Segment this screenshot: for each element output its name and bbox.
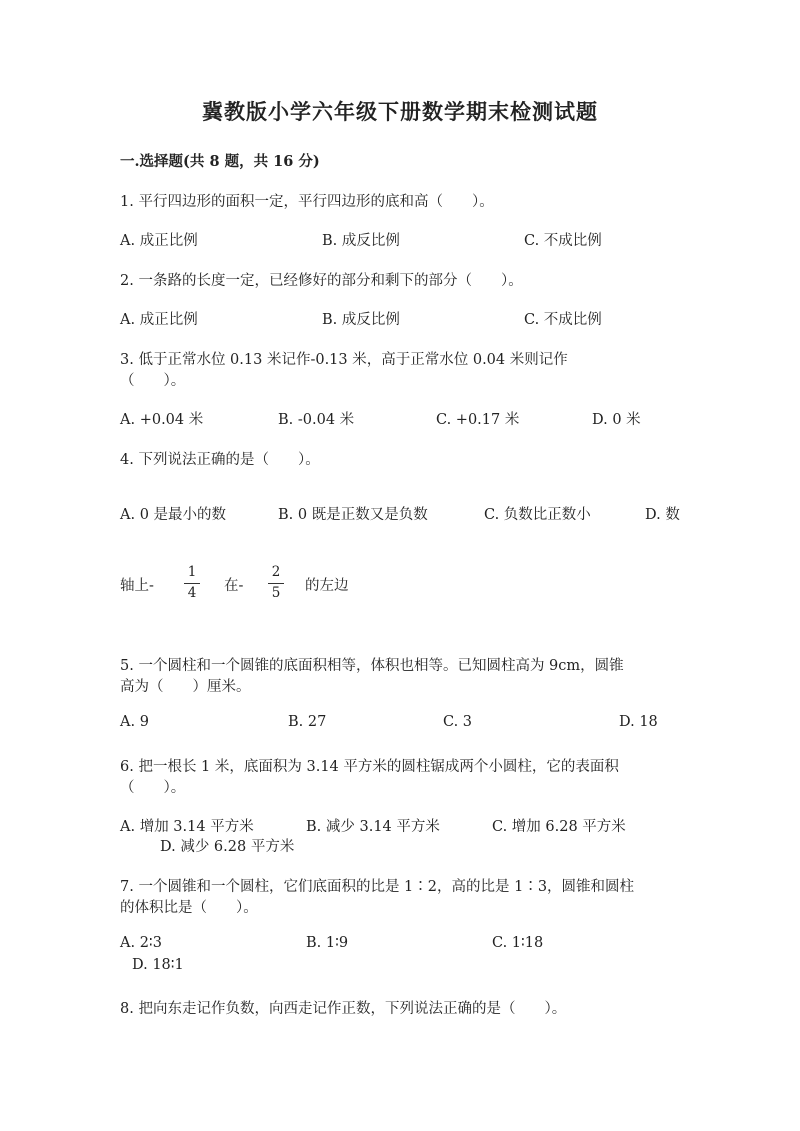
question-3-option-d: D. 0 米 (592, 412, 641, 428)
question-5-option-d: D. 18 (619, 714, 658, 730)
question-7-option-d: D. 18∶1 (132, 957, 184, 973)
question-3-stem-line-1: 3. 低于正常水位 0.13 米记作-0.13 米，高于正常水位 0.04 米则记作 (120, 352, 568, 368)
question-4-option-b: B. 0 既是正数又是负数 (278, 507, 428, 523)
question-2-option-a: A. 成正比例 (120, 312, 198, 328)
question-5-option-c: C. 3 (443, 714, 473, 730)
question-3-option-b: B. -0.04 米 (278, 412, 355, 428)
question-6-stem-line-1: 6. 把一根长 1 米，底面积为 3.14 平方米的圆柱锯成两个小圆柱，它的表面积 (120, 759, 619, 775)
question-1-option-a: A. 成正比例 (120, 233, 198, 249)
question-3-option-a: A. +0.04 米 (120, 412, 204, 428)
question-4-option-c: C. 负数比正数小 (484, 507, 591, 523)
question-4-option-a: A. 0 是最小的数 (120, 507, 227, 523)
fraction-bar (268, 583, 284, 584)
question-2-stem: 2. 一条路的长度一定，已经修好的部分和剩下的部分（ ）。 (120, 273, 523, 289)
question-1-stem: 1. 平行四边形的面积一定，平行四边形的底和高（ ）。 (120, 194, 494, 210)
fraction-denominator: 4 (187, 584, 197, 601)
question-4-option-d: D. 数 (645, 507, 680, 523)
fraction-numerator: 2 (271, 564, 281, 580)
question-3-stem-line-2: （ ）。 (120, 373, 186, 389)
question-5-stem-line-1: 5. 一个圆柱和一个圆锥的底面积相等，体积也相等。已知圆柱高为 9cm，圆锥 (120, 658, 624, 674)
question-5-stem-line-2: 高为（ ）厘米。 (120, 679, 251, 695)
fraction-one-fourth (184, 566, 200, 600)
question-3-option-c: C. +0.17 米 (436, 412, 520, 428)
fraction-denominator: 5 (271, 584, 281, 601)
question-4-continuation-suffix: 的左边 (305, 578, 349, 594)
page-title: 冀教版小学六年级下册数学期末检测试题 (202, 99, 598, 124)
question-2-option-b: B. 成反比例 (322, 312, 400, 328)
question-1-option-c: C. 不成比例 (524, 233, 602, 249)
question-7-option-c: C. 1∶18 (492, 935, 544, 951)
question-6-option-a: A. 增加 3.14 平方米 (120, 819, 254, 835)
question-7-stem-line-2: 的体积比是（ ）。 (120, 900, 258, 916)
question-1-option-b: B. 成反比例 (322, 233, 400, 249)
question-7-stem-line-1: 7. 一个圆锥和一个圆柱，它们底面积的比是 1∶2，高的比是 1∶3，圆锥和圆柱 (120, 879, 635, 895)
fraction-bar (184, 583, 200, 584)
question-2-option-c: C. 不成比例 (524, 312, 602, 328)
question-7-option-a: A. 2∶3 (120, 935, 162, 951)
question-6-stem-line-2: （ ）。 (120, 780, 186, 796)
question-4-continuation-prefix: 轴上- (120, 578, 154, 594)
question-7-option-b: B. 1∶9 (306, 935, 349, 951)
question-5-option-a: A. 9 (120, 714, 149, 730)
fraction-two-fifths (268, 566, 284, 600)
question-6-option-c: C. 增加 6.28 平方米 (492, 819, 626, 835)
question-4-continuation-middle: 在- (224, 578, 244, 594)
question-5-option-b: B. 27 (288, 714, 327, 730)
question-8-stem: 8. 把向东走记作负数，向西走记作正数，下列说法正确的是（ ）。 (120, 1001, 567, 1017)
question-6-option-d: D. 减少 6.28 平方米 (160, 839, 295, 855)
question-6-option-b: B. 减少 3.14 平方米 (306, 819, 440, 835)
question-4-stem: 4. 下列说法正确的是（ ）。 (120, 452, 320, 468)
section-heading: 一.选择题(共 8 题，共 16 分) (120, 153, 320, 170)
fraction-numerator: 1 (187, 564, 197, 580)
